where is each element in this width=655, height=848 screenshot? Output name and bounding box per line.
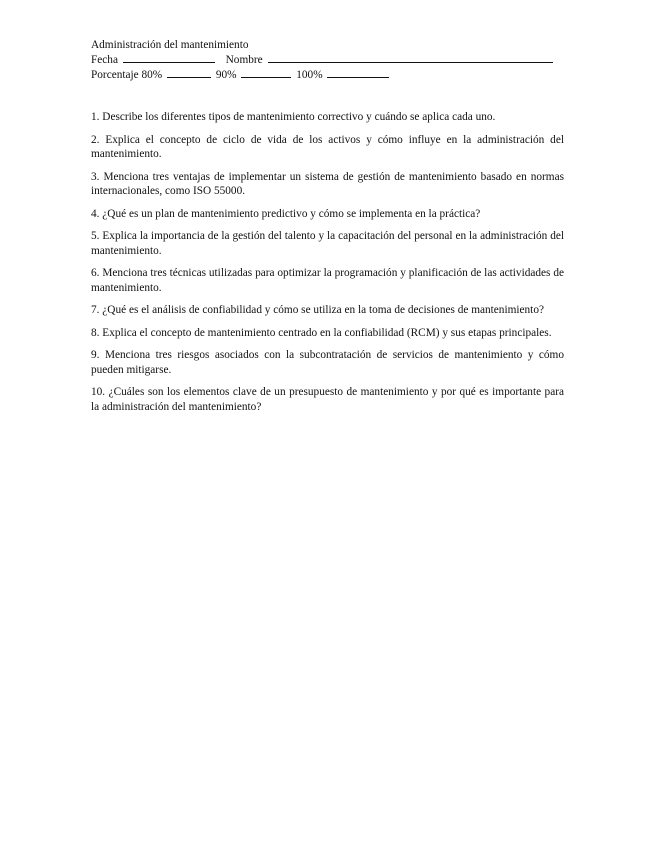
porcentaje-80-blank — [167, 67, 211, 78]
fecha-nombre-line — [91, 52, 564, 67]
question-9: 9. Menciona tres riesgos asociados con la subcontratación de servicios de mantenimiento y cómo pueden mitigarse. — [91, 349, 564, 376]
document-header — [91, 38, 564, 82]
porcentaje-line — [91, 67, 564, 82]
porcentaje-80-label: Porcentaje 80% — [91, 69, 163, 81]
question-8: 8. Explica el concepto de mantenimiento centrado en la confiabilidad (RCM) y sus etapas principales. — [91, 326, 552, 339]
question-4: 4. ¿Qué es un plan de mantenimiento predictivo y cómo se implementa en la práctica? — [91, 207, 481, 220]
porcentaje-90-label: 90% — [215, 69, 237, 81]
porcentaje-100-label: 100% — [296, 69, 323, 81]
porcentaje-100-blank — [327, 67, 389, 78]
nombre-blank — [268, 52, 553, 63]
question-1: 1. Describe los diferentes tipos de mantenimiento correctivo y cuándo se aplica cada uno. — [91, 111, 496, 123]
question-3: 3. Menciona tres ventajas de implementar un sistema de gestión de mantenimiento basado en normas internacionales, como ISO 55000. — [91, 170, 564, 197]
question-list — [91, 110, 564, 414]
question-7: 7. ¿Qué es el análisis de confiabilidad y cómo se utiliza en la toma de decisiones de mantenimiento? — [91, 304, 544, 316]
fecha-label: Fecha — [91, 54, 118, 66]
document-title: Administración del mantenimiento — [91, 39, 249, 51]
question-6: 6. Menciona tres técnicas utilizadas para optimizar la programación y planificación de las actividades de mantenimiento. — [91, 267, 564, 294]
fecha-blank — [123, 52, 215, 63]
porcentaje-90-blank — [241, 67, 291, 78]
question-5: 5. Explica la importancia de la gestión del talento y la capacitación del personal en la administración del mantenimiento. — [91, 230, 564, 257]
question-2: 2. Explica el concepto de ciclo de vida de los activos y cómo influye en la administración del mantenimiento. — [91, 133, 564, 160]
document-page — [91, 38, 564, 422]
nombre-label: Nombre — [225, 54, 263, 66]
question-10: 10. ¿Cuáles son los elementos clave de un presupuesto de mantenimiento y por qué es importante para la administración del mantenimiento? — [91, 386, 564, 413]
